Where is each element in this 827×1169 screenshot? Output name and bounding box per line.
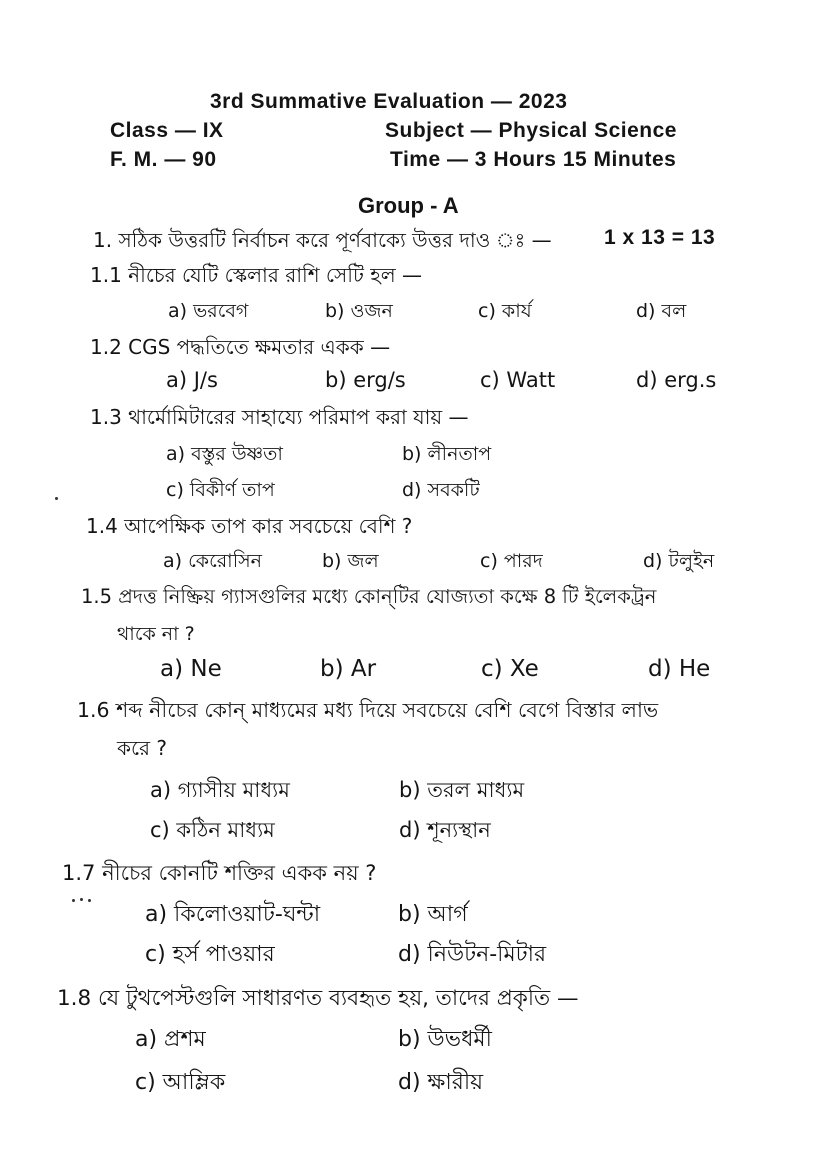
question-1-1: 1.1 নীচের যেটি স্কেলার রাশি সেটি হল — — [90, 263, 422, 287]
group-heading: Group - A — [358, 193, 459, 218]
option-a: a) বস্তুর উষ্ণতা — [166, 443, 283, 465]
option-b: b) Ar — [320, 656, 377, 682]
option-d: d) নিউটন-মিটার — [398, 942, 547, 967]
option-a: a) কিলোওয়াট-ঘন্টা — [145, 902, 321, 927]
option-a: a) গ্যাসীয় মাধ্যম — [150, 778, 290, 802]
question-1-2: 1.2 CGS পদ্ধতিতে ক্ষমতার একক — — [90, 335, 391, 359]
full-marks-label: F. M. — 90 — [110, 148, 217, 171]
option-d: d) ক্ষারীয় — [398, 1070, 484, 1095]
option-d: d) টলুইন — [643, 550, 715, 572]
option-c: c) কার্য — [478, 300, 532, 322]
question-1-6: 1.6 শব্দ নীচের কোন্‌ মাধ্যমের মধ্য দিয়ে সবচেয়ে বেশি বেগে বিস্তার লাভ — [77, 698, 659, 722]
option-d: d) শূন্যস্থান — [399, 818, 491, 842]
class-label: Class — IX — [110, 119, 224, 142]
option-d: d) সবকটি — [402, 479, 480, 501]
time-label: Time — 3 Hours 15 Minutes — [390, 148, 677, 171]
option-a: a) প্রশম — [135, 1027, 206, 1052]
option-b: b) লীনতাপ — [402, 443, 492, 465]
option-b: b) তরল মাধ্যম — [399, 778, 525, 802]
marks-allocation: 1 x 13 = 13 — [604, 226, 716, 249]
question-1-8: 1.8 যে টুথপেস্টগুলি সাধারণত ব্যবহৃত হয়, তাদের প্রকৃতি — — [57, 986, 579, 1011]
option-d: d) erg.s — [636, 368, 717, 392]
scan-speck — [80, 898, 83, 901]
option-a: a) কেরোসিন — [163, 550, 263, 572]
option-b: b) উভধর্মী — [398, 1027, 492, 1052]
option-c: c) Xe — [481, 656, 539, 682]
option-c: c) হর্স পাওয়ার — [145, 942, 275, 967]
question-1-3: 1.3 থার্মোমিটারের সাহায্যে পরিমাপ করা যায় — — [90, 405, 469, 429]
option-a: a) J/s — [166, 368, 218, 392]
scan-speck — [72, 899, 75, 902]
question-1-5: 1.5 প্রদত্ত নিষ্ক্রিয় গ্যাসগুলির মধ্যে কোন্‌টির যোজ্যতা কক্ষে 8 টি ইলেকট্রন — [81, 585, 657, 608]
exam-title: 3rd Summative Evaluation — 2023 — [210, 90, 568, 113]
option-c: c) আম্লিক — [135, 1070, 226, 1095]
option-d: d) He — [648, 656, 711, 682]
option-c: c) পারদ — [480, 550, 543, 572]
option-b: b) জল — [322, 550, 379, 572]
scan-speck — [55, 497, 58, 500]
option-b: b) আর্গ — [398, 902, 468, 927]
question-1-6-cont: করে ? — [117, 736, 168, 760]
option-d: d) বল — [636, 300, 687, 322]
question-1-5-cont: থাকে না ? — [117, 623, 195, 645]
subject-label: Subject — Physical Science — [385, 119, 677, 142]
question-1-4: 1.4 আপেক্ষিক তাপ কার সবচেয়ে বেশি ? — [86, 514, 413, 538]
option-a: a) ভরবেগ — [168, 300, 249, 322]
option-c: c) কঠিন মাধ্যম — [150, 818, 275, 842]
option-a: a) Ne — [160, 656, 222, 682]
scan-speck — [88, 899, 91, 902]
option-b: b) ওজন — [325, 300, 393, 322]
instruction-text: 1. সঠিক উত্তরটি নির্বাচন করে পূর্ণবাক্যে উত্তর দাও ঃ — — [93, 228, 552, 252]
option-c: c) Watt — [480, 368, 556, 392]
option-b: b) erg/s — [325, 368, 406, 392]
option-c: c) বিকীর্ণ তাপ — [166, 479, 275, 501]
question-1-7: 1.7 নীচের কোনটি শক্তির একক নয় ? — [62, 861, 377, 885]
